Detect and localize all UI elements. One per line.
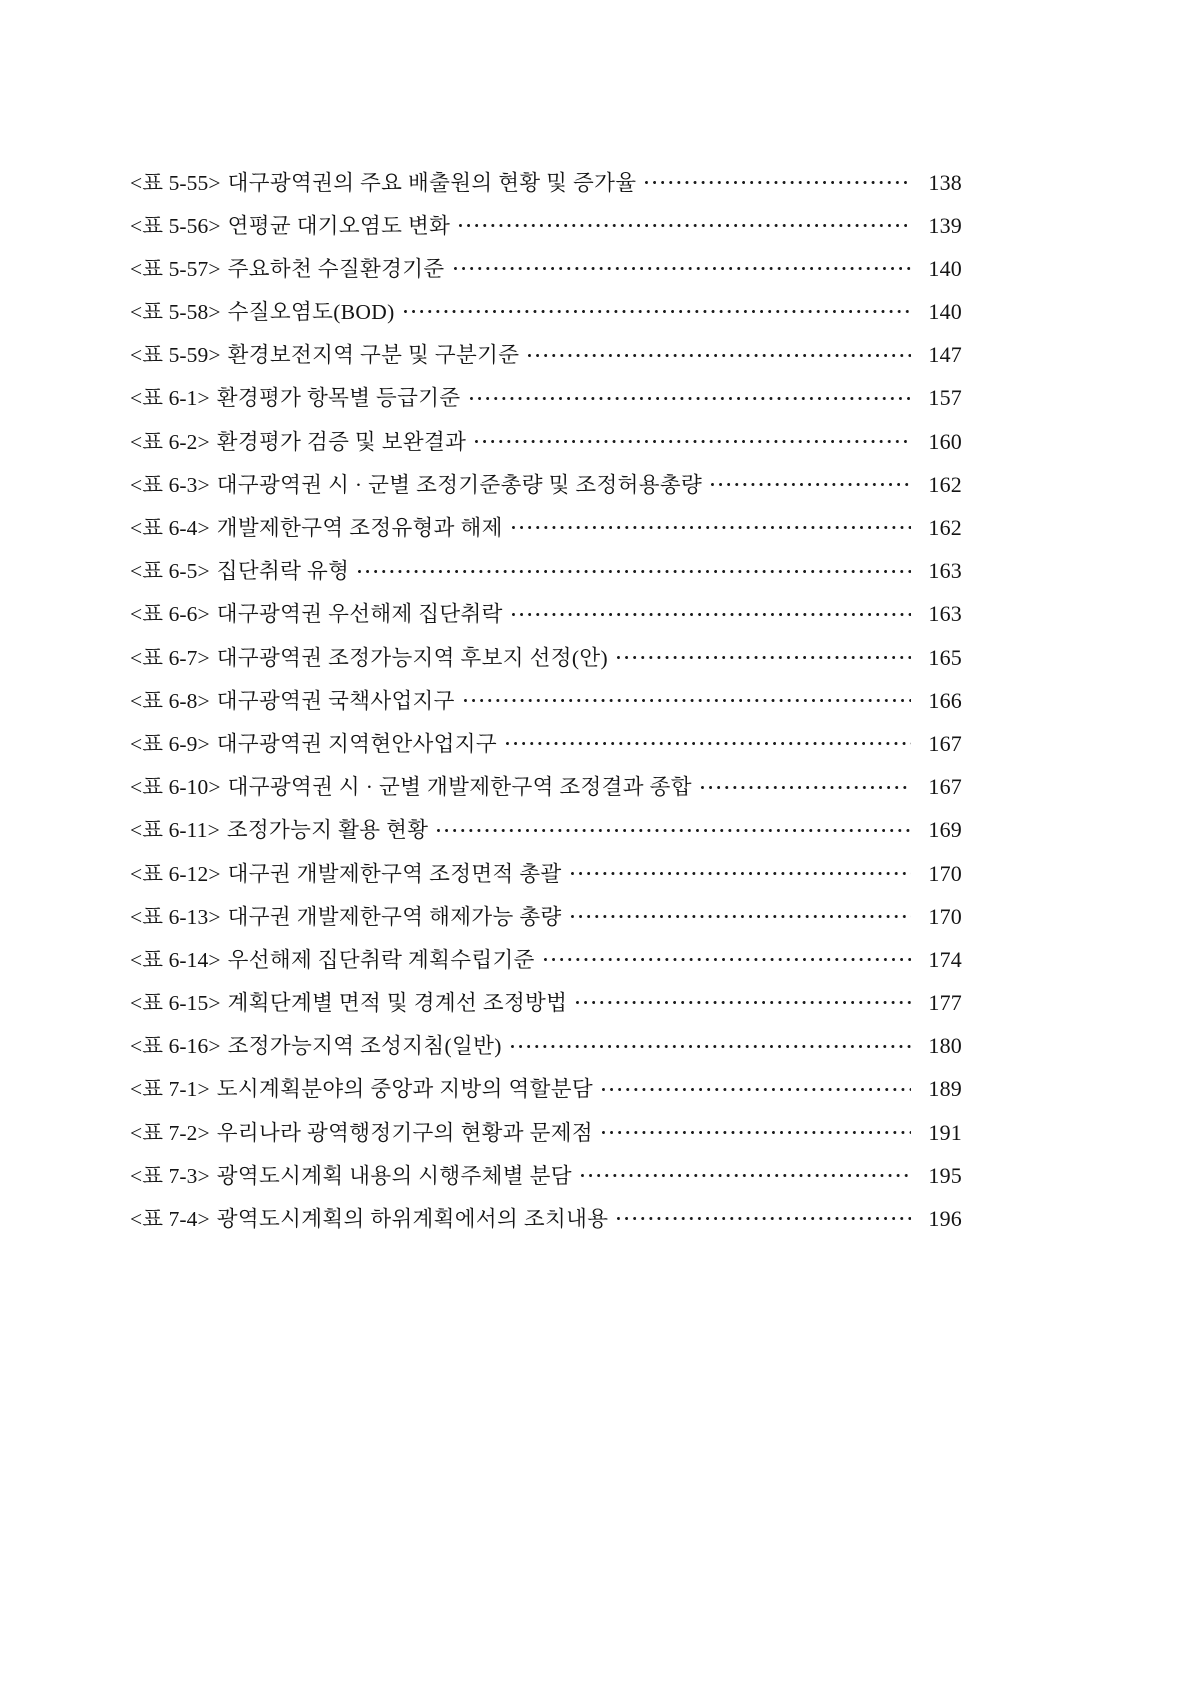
toc-entry-label: <표 6-10> [130, 775, 221, 800]
toc-entry[interactable] [130, 773, 962, 816]
toc-leader-dots [437, 816, 911, 838]
toc-leader-dots [459, 211, 911, 233]
toc-leader-dots [617, 643, 911, 665]
toc-leader-dots [701, 773, 911, 795]
toc-leader-dots [581, 1161, 911, 1183]
toc-entry-page-number: 140 [928, 299, 962, 325]
toc-leader-dots [602, 1118, 911, 1140]
toc-entry-label: <표 6-14> [130, 947, 221, 972]
toc-entry-title: 대구권 개발제한구역 조정면적 총괄 [227, 861, 562, 886]
toc-entry[interactable] [130, 384, 962, 427]
toc-entry-title: 광역도시계획의 하위계획에서의 조치내용 [216, 1207, 609, 1231]
toc-entry-label: <표 7-3> [130, 1163, 210, 1188]
toc-entry[interactable] [130, 945, 962, 988]
toc-entry-title: 대구광역권 지역현안사업지구 [216, 731, 498, 756]
toc-leader-dots [602, 1075, 911, 1097]
toc-entry-label: <표 6-7> [130, 645, 210, 670]
toc-entry-label: <표 6-1> [130, 386, 210, 411]
toc-entry-page-number: 163 [928, 558, 962, 584]
toc-leader-dots [645, 168, 911, 190]
toc-leader-dots [571, 859, 911, 881]
toc-entry-label: <표 6-2> [130, 429, 210, 454]
toc-leader-dots [528, 341, 911, 363]
toc-leader-dots [506, 729, 911, 751]
toc-entry-title: 대구광역권 시 · 군별 개발제한구역 조정결과 종합 [227, 775, 692, 800]
toc-entry-title: 대구광역권 국책사업지구 [216, 688, 455, 713]
toc-entry-title: 환경평가 검증 및 보완결과 [216, 429, 467, 454]
toc-entry-page-number: 140 [928, 255, 962, 281]
toc-entry-title: 대구광역권 우선해제 집단취락 [216, 602, 503, 627]
toc-leader-dots [576, 989, 911, 1011]
toc-entry-title: 주요하천 수질환경기준 [227, 256, 445, 281]
toc-entry[interactable] [130, 168, 962, 211]
toc-entry-page-number: 170 [928, 860, 962, 886]
toc-entry-title: 대구광역권 시 · 군별 조정기준총량 및 조정허용총량 [216, 472, 703, 497]
toc-entry[interactable] [130, 902, 962, 945]
toc-entry-title: 도시계획분야의 중앙과 지방의 역할분담 [216, 1077, 593, 1102]
toc-entry-page-number: 166 [928, 687, 962, 713]
toc-leader-dots [511, 1032, 911, 1054]
toc-entry-label: <표 6-12> [130, 861, 221, 886]
toc-leader-dots [358, 557, 911, 579]
toc-entry-title: 대구광역권 조정가능지역 후보지 선정(안) [216, 645, 608, 670]
toc-entry[interactable] [130, 1161, 962, 1204]
toc-leader-dots [470, 384, 911, 406]
toc-entry-page-number: 138 [928, 169, 962, 195]
toc-entry-page-number: 177 [928, 990, 962, 1016]
toc-leader-dots [544, 945, 911, 967]
toc-leader-dots [617, 1205, 911, 1227]
toc-entry-title: 계획단계별 면적 및 경계선 조정방법 [227, 991, 568, 1016]
toc-entry-page-number: 169 [928, 817, 962, 843]
toc-entry-label: <표 6-13> [130, 904, 221, 929]
toc-entry-page-number: 167 [928, 730, 962, 756]
toc-entry[interactable] [130, 729, 962, 772]
toc-entry-label: <표 7-1> [130, 1077, 210, 1102]
toc-entry-label: <표 6-11> [130, 818, 220, 843]
toc-entry-page-number: 167 [928, 774, 962, 800]
toc-entry-page-number: 160 [928, 428, 962, 454]
toc-entry-label: <표 6-4> [130, 516, 210, 540]
toc-leader-dots [454, 254, 911, 276]
toc-entry-label: <표 6-16> [130, 1034, 221, 1059]
toc-entry-page-number: 162 [928, 515, 962, 540]
toc-entry-title: 개발제한구역 조정유형과 해제 [216, 516, 503, 540]
toc-leader-dots [571, 902, 911, 924]
toc-entry-page-number: 195 [928, 1162, 962, 1188]
toc-entry-page-number: 163 [928, 601, 962, 627]
toc-entry[interactable] [130, 1118, 962, 1161]
toc-entry-label: <표 6-9> [130, 731, 210, 756]
toc-entry-label: <표 6-8> [130, 688, 210, 713]
toc-entry[interactable] [130, 816, 962, 859]
toc-entry-label: <표 6-3> [130, 472, 210, 497]
toc-entry-label: <표 5-59> [130, 343, 221, 368]
toc-entry-page-number: 170 [928, 903, 962, 929]
toc-leader-dots [464, 686, 911, 708]
toc-entry-page-number: 196 [928, 1206, 962, 1231]
toc-entry-title: 수질오염도(BOD) [227, 300, 395, 325]
toc-entry-title: 연평균 대기오염도 변화 [227, 213, 451, 238]
toc-entry-page-number: 191 [928, 1119, 962, 1145]
toc-entry[interactable] [130, 211, 962, 254]
toc-entry-title: 환경평가 항목별 등급기준 [216, 386, 461, 411]
toc-entry[interactable] [130, 557, 962, 600]
toc-entry[interactable] [130, 989, 962, 1032]
toc-entry-label: <표 5-56> [130, 213, 221, 238]
toc-entry-title: 광역도시계획 내용의 시행주체별 분담 [216, 1163, 572, 1188]
toc-entry-label: <표 7-4> [130, 1207, 210, 1231]
toc-entry-page-number: 147 [928, 342, 962, 368]
toc-entry[interactable] [130, 514, 962, 557]
toc-entry-page-number: 139 [928, 212, 962, 238]
toc-entry-title: 대구권 개발제한구역 해제가능 총량 [227, 904, 562, 929]
toc-entry[interactable] [130, 1075, 962, 1118]
toc-entry-page-number: 162 [928, 471, 962, 497]
toc-entry-label: <표 5-58> [130, 300, 221, 325]
toc-leader-dots [475, 427, 911, 449]
toc-entry-label: <표 7-2> [130, 1120, 210, 1145]
toc-entry[interactable] [130, 1205, 962, 1248]
toc-entry-page-number: 189 [928, 1076, 962, 1102]
toc-entry-title: 조정가능지 활용 현황 [226, 818, 429, 843]
toc-entry[interactable] [130, 341, 962, 384]
toc-entry[interactable] [130, 254, 962, 297]
toc-entry-title: 환경보전지역 구분 및 구분기준 [227, 343, 520, 368]
toc-entry-label: <표 6-5> [130, 559, 210, 584]
toc-leader-dots [404, 298, 911, 320]
toc-leader-dots [512, 600, 911, 622]
toc-entry-title: 우선해제 집단취락 계획수립기준 [227, 947, 535, 972]
toc-leader-dots [512, 514, 911, 536]
toc-entry-label: <표 6-6> [130, 602, 210, 627]
toc-entry-label: <표 5-55> [130, 170, 221, 195]
toc-entry[interactable] [130, 470, 962, 513]
toc-entry-label: <표 6-15> [130, 991, 221, 1016]
toc-entry[interactable] [130, 1032, 962, 1075]
toc-entry-page-number: 174 [928, 946, 962, 972]
toc-entry[interactable] [130, 859, 962, 902]
toc-entry-label: <표 5-57> [130, 256, 221, 281]
toc-entry-title: 집단취락 유형 [216, 559, 350, 584]
toc-entry[interactable] [130, 298, 962, 341]
list-of-tables [130, 168, 962, 1248]
toc-entry-title: 조정가능지역 조성지침(일반) [227, 1034, 502, 1059]
toc-entry-page-number: 180 [928, 1033, 962, 1059]
toc-entry[interactable] [130, 427, 962, 470]
toc-entry[interactable] [130, 643, 962, 686]
toc-leader-dots [711, 470, 911, 492]
toc-entry[interactable] [130, 686, 962, 729]
toc-entry[interactable] [130, 600, 962, 643]
toc-entry-page-number: 165 [928, 644, 962, 670]
toc-entry-page-number: 157 [928, 385, 962, 411]
toc-entry-title: 우리나라 광역행정기구의 현황과 문제점 [216, 1120, 593, 1145]
toc-entry-title: 대구광역권의 주요 배출원의 현황 및 증가율 [227, 170, 637, 195]
